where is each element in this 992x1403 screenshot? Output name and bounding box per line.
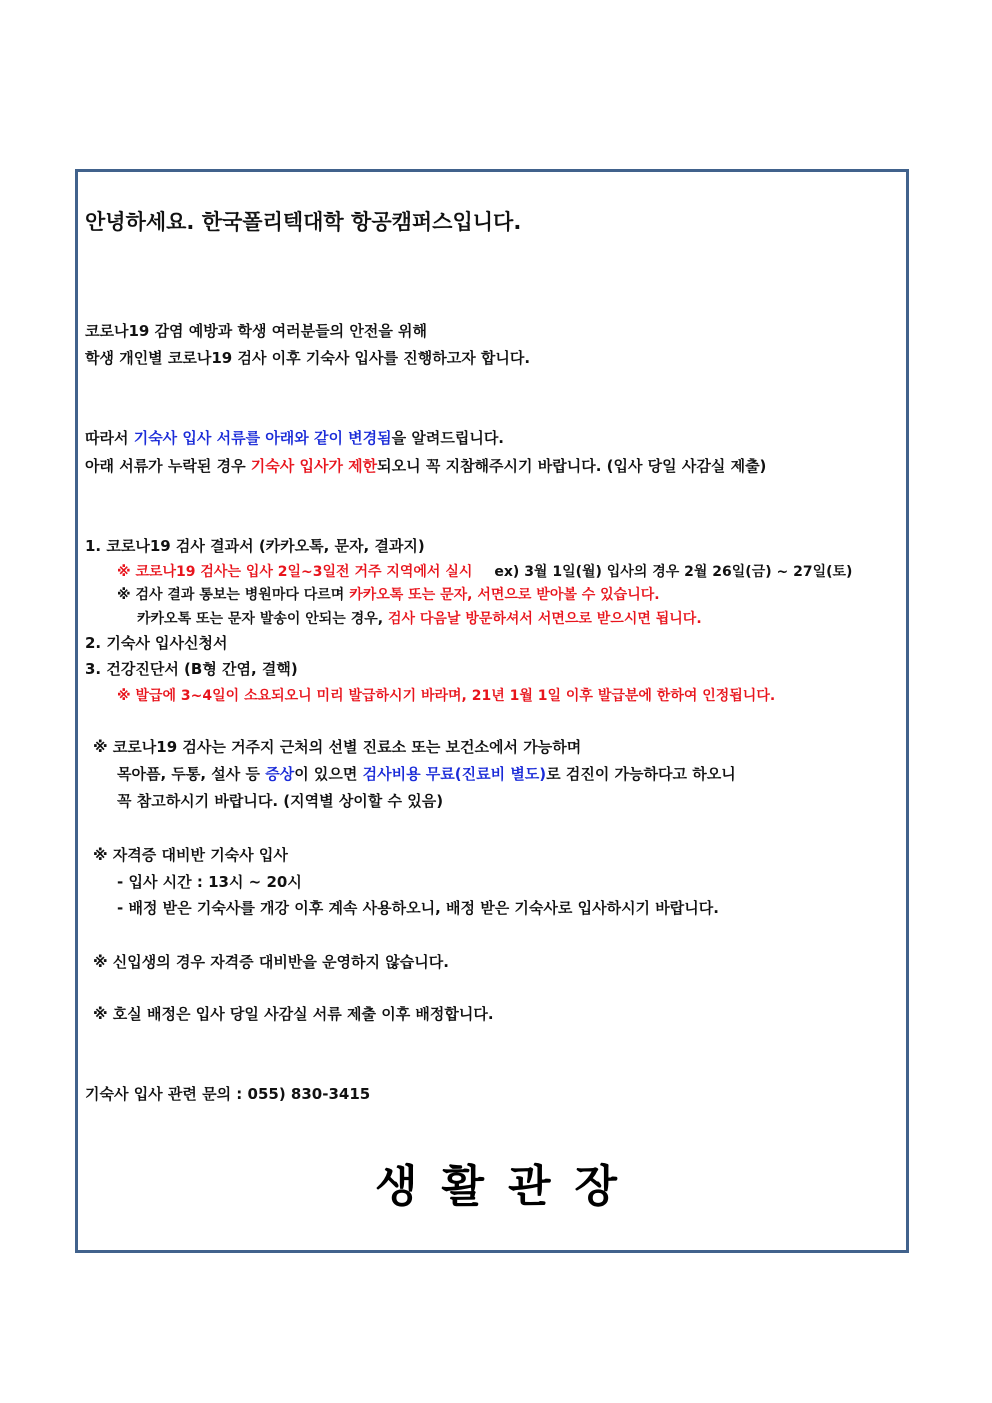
covid-test-line-2 — [117, 764, 736, 784]
notice-highlight: 기숙사 입사 서류를 아래와 같이 변경됨 — [133, 429, 392, 447]
notice-text: 따라서 — [85, 429, 134, 447]
room-assignment-note: ※ 호실 배정은 입사 당일 사감실 서류 제출 이후 배정합니다. — [93, 1005, 494, 1023]
covid-test-line-3: 꼭 참고하시기 바랍니다. (지역별 상이할 수 있음) — [117, 792, 444, 810]
signature: 생활관장 — [374, 1161, 641, 1212]
covid-test-line-1: ※ 코로나19 검사는 거주지 근처의 선별 진료소 또는 보건소에서 가능하며 — [93, 738, 582, 756]
document-item-1-note-1 — [117, 562, 852, 582]
test-timing-example: ex) 3월 1일(월) 입사의 경우 2월 26일(금) ~ 27일(토) — [494, 564, 853, 580]
document-item-2: 2. 기숙사 입사신청서 — [85, 634, 228, 652]
note-text: ※ 검사 결과 통보는 병원마다 다르며 — [117, 587, 350, 603]
document-item-1: 1. 코로나19 검사 결과서 (카카오톡, 문자, 결과지) — [85, 537, 425, 555]
document-item-3: 3. 건강진단서 (B형 간염, 결핵) — [85, 660, 298, 678]
document-item-1-note-3 — [137, 609, 702, 629]
notice-text: 되오니 꼭 지참해주시기 바랍니다. (입사 당일 사감실 제출) — [377, 457, 767, 475]
freshmen-note: ※ 신입생의 경우 자격증 대비반을 운영하지 않습니다. — [93, 953, 449, 971]
note-highlight: 검사 다음날 방문하셔서 서면으로 받으시면 됩니다. — [387, 611, 702, 627]
note-text: 카카오톡 또는 문자 발송이 안되는 경우, — [137, 611, 388, 627]
note-highlight: 카카오톡 또는 문자, 서면으로 받아볼 수 있습니다. — [349, 587, 660, 603]
contact-info: 기숙사 입사 관련 문의 : 055) 830-3415 — [85, 1085, 371, 1103]
note-text: 로 검진이 가능하다고 하오니 — [546, 765, 736, 783]
notice-warning: 기숙사 입사가 제한 — [250, 457, 378, 475]
note-text: 이 있으면 — [294, 765, 363, 783]
notice-line-2 — [85, 456, 766, 476]
document-item-1-note-2 — [117, 585, 660, 605]
note-text: 목아픔, 두통, 설사 등 — [117, 765, 266, 783]
note-highlight: 증상 — [265, 765, 295, 783]
greeting: 안녕하세요. 한국폴리텍대학 항공캠퍼스입니다. — [85, 210, 522, 234]
cert-prep-title: ※ 자격증 대비반 기숙사 입사 — [93, 846, 288, 864]
cert-prep-time: - 입사 시간 : 13시 ~ 20시 — [117, 873, 302, 891]
note-highlight: 검사비용 무료(진료비 별도) — [362, 765, 547, 783]
intro-line-2: 학생 개인별 코로나19 검사 이후 기숙사 입사를 진행하고자 합니다. — [85, 349, 531, 367]
notice-text: 을 알려드립니다. — [391, 429, 505, 447]
document-item-3-note: ※ 발급에 3~4일이 소요되오니 미리 발급하시기 바라며, 21년 1월 1일 이후 발급분에 한하여 인정됩니다. — [117, 688, 776, 704]
notice-text: 아래 서류가 누락된 경우 — [85, 457, 251, 475]
notice-line-1 — [85, 428, 504, 448]
test-timing-note: ※ 코로나19 검사는 입사 2일~3일전 거주 지역에서 실시 — [117, 564, 473, 580]
cert-prep-room: - 배정 받은 기숙사를 개강 이후 계속 사용하오니, 배정 받은 기숙사로 입사하시기 바랍니다. — [117, 899, 719, 917]
intro-line-1: 코로나19 감염 예방과 학생 여러분들의 안전을 위해 — [85, 322, 428, 340]
